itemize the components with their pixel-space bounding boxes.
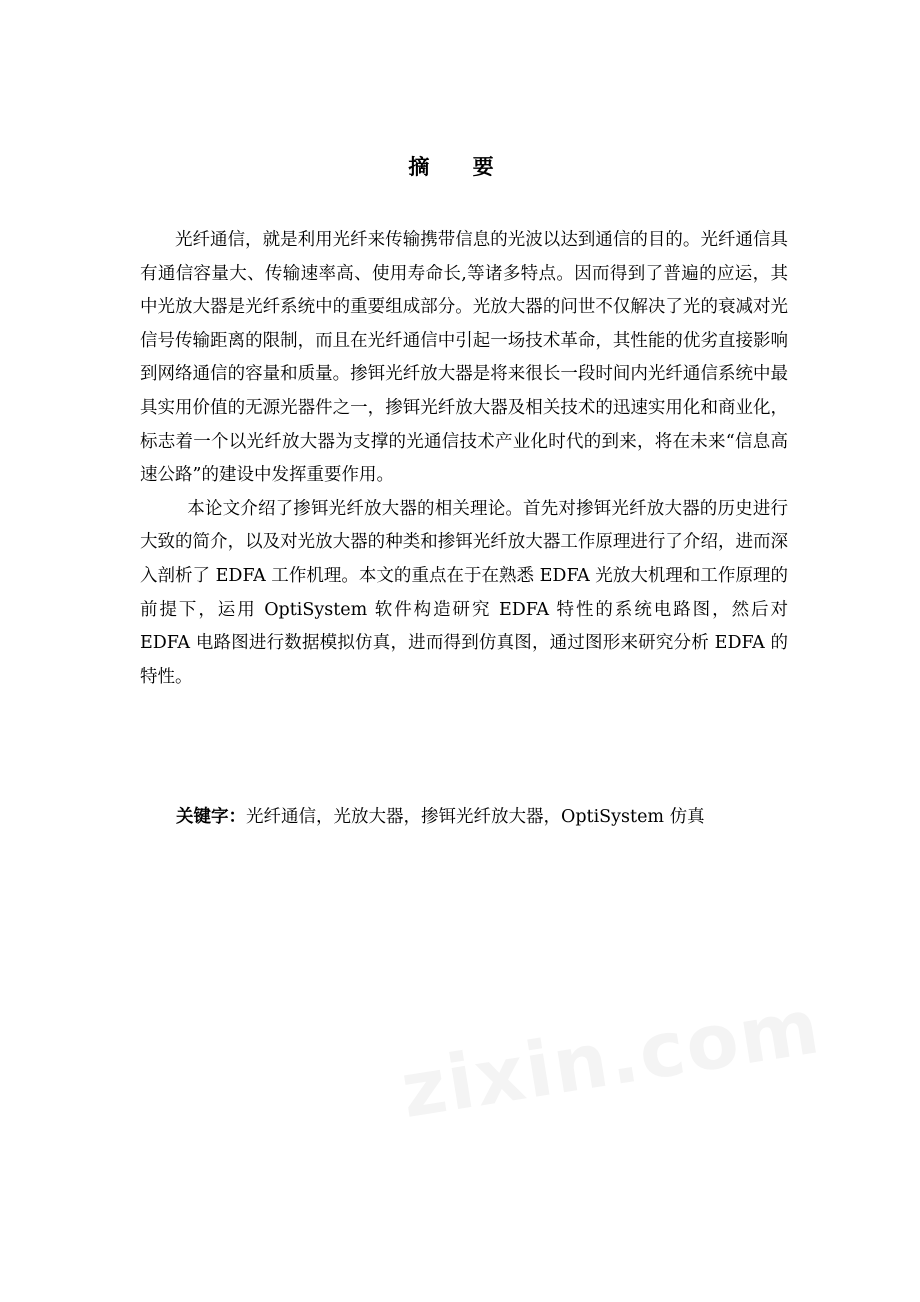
watermark: zixin.com bbox=[395, 981, 827, 1136]
keywords-label: 关键字： bbox=[176, 807, 246, 827]
abstract-body bbox=[140, 224, 788, 694]
abstract-title: 摘 要 bbox=[408, 154, 512, 179]
abstract-paragraph-2: 本论文介绍了掺铒光纤放大器的相关理论。首先对掺铒光纤放大器的历史进行大致的简介，以及对光放大器的种类和掺铒光纤放大器工作原理进行了介绍，进而深入剖析了 EDFA 工作机理。本文的重点在于在熟悉 EDFA 光放大机理和工作原理的前提下，运用 OptiSystem 软件构造研究 EDFA 特性的系统电路图，然后对 EDFA 电路图进行数据模拟仿真，进而得到仿真图，通过图形来研究分析 EDFA 的特性。 bbox=[140, 498, 788, 687]
abstract-paragraph-1: 光纤通信，就是利用光纤来传输携带信息的光波以达到通信的目的。光纤通信具有通信容量大、传输速率高、使用寿命长,等诸多特点。因而得到了普遍的应运，其中光放大器是光纤系统中的重要组成部分。光放大器的问世不仅解决了光的衰减对光信号传输距离的限制，而且在光纤通信中引起一场技术革命，其性能的优劣直接影响到网络通信的容量和质量。掺铒光纤放大器是将来很长一段时间内光纤通信系统中最具实用价值的无源光器件之一，掺铒光纤放大器及相关技术的迅速实用化和商业化，标志着一个以光纤放大器为支撑的光通信技术产业化时代的到来，将在未来“信息高速公路”的建设中发挥重要作用。 bbox=[140, 230, 788, 486]
keywords-text: 光纤通信，光放大器，掺铒光纤放大器，OptiSystem 仿真 bbox=[246, 807, 705, 827]
keywords-line bbox=[176, 801, 796, 833]
